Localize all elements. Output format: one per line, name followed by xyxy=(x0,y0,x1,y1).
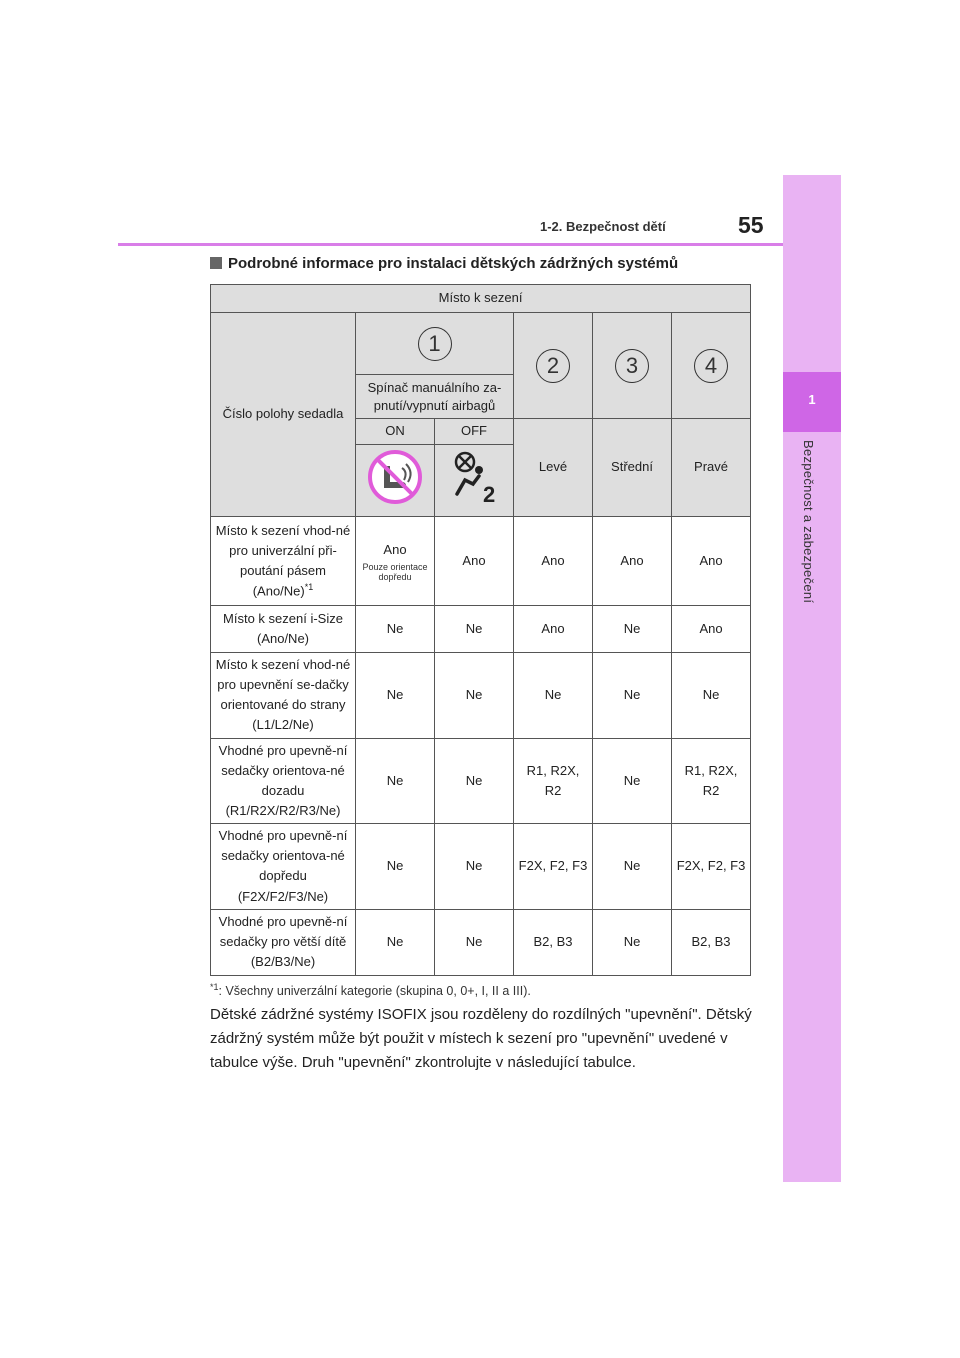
cell-on: Ano Pouze orientace dopředu xyxy=(356,517,435,606)
cell-on: Ne xyxy=(356,653,435,739)
position-3-number: 3 xyxy=(615,349,649,383)
heading-text: Podrobné informace pro instalaci dětských zádržných systémů xyxy=(228,255,679,272)
airbag-switch-label: Spínač manuálního za-pnutí/vypnutí airbagů xyxy=(356,375,514,419)
cell-on: Ne xyxy=(356,824,435,910)
side-left: Levé xyxy=(514,419,593,517)
position-1-cell xyxy=(356,313,514,375)
section-title: 1-2. Bezpečnost dětí xyxy=(540,219,666,234)
chapter-number: 1 xyxy=(808,392,816,407)
side-bar xyxy=(783,175,841,1182)
rear-facing-prohibited-icon-cell xyxy=(356,445,435,517)
seating-table xyxy=(210,284,751,976)
cell-off: Ne xyxy=(435,824,514,910)
position-4-cell xyxy=(672,313,751,419)
cell-pos2: F2X, F2, F3 xyxy=(514,824,593,910)
cell-off: Ne xyxy=(435,909,514,975)
cell-off: Ne xyxy=(435,738,514,824)
square-bullet-icon xyxy=(210,257,222,269)
cell-pos3: Ano xyxy=(593,517,672,606)
footnote-text: : Všechny univerzální kategorie (skupina 0, 0+, I, II a III). xyxy=(218,984,531,999)
passenger-airbag-off-icon xyxy=(445,448,503,506)
position-3-cell xyxy=(593,313,672,419)
off-label: OFF xyxy=(435,419,514,445)
airbag-off-icon-cell xyxy=(435,445,514,517)
cell-pos2: Ano xyxy=(514,517,593,606)
cell-pos4: B2, B3 xyxy=(672,909,751,975)
seat-number-label: Číslo polohy sedadla xyxy=(211,313,356,517)
cell-pos4: Ano xyxy=(672,606,751,653)
cell-pos2: R1, R2X, R2 xyxy=(514,738,593,824)
row-label: Místo k sezení vhod-né pro univerzální při-poutání pásem $(Ano/Ne)^{*1}$ xyxy=(211,517,356,606)
cell-on: Ne xyxy=(356,909,435,975)
cell-pos2: B2, B3 xyxy=(514,909,593,975)
cell-pos3: Ne xyxy=(593,909,672,975)
footnote xyxy=(210,982,531,998)
cell-pos4: Ne xyxy=(672,653,751,739)
cell-on: Ne xyxy=(356,606,435,653)
chapter-title: Bezpečnost a zabezpečení xyxy=(801,440,816,604)
footnote-mark: *1 xyxy=(210,982,219,992)
cell-pos3: Ne xyxy=(593,824,672,910)
cell-off: Ano xyxy=(435,517,514,606)
row-label: Vhodné pro upevně-ní sedačky pro větší dítě (B2/B3/Ne) xyxy=(211,909,356,975)
row-label: Místo k sezení vhod-né pro upevnění se-dačky orientované do strany (L1/L2/Ne) xyxy=(211,653,356,739)
position-2-number: 2 xyxy=(536,349,570,383)
position-4-number: 4 xyxy=(694,349,728,383)
cell-pos2: Ne xyxy=(514,653,593,739)
svg-text:2: 2 xyxy=(483,482,496,507)
header-rule xyxy=(118,243,783,246)
on-label: ON xyxy=(356,419,435,445)
forward-only-note: Pouze orientace dopředu xyxy=(362,561,428,583)
cell-pos2: Ano xyxy=(514,606,593,653)
position-1-number: 1 xyxy=(418,327,452,361)
side-right: Pravé xyxy=(672,419,751,517)
side-center: Střední xyxy=(593,419,672,517)
cell-off: Ne xyxy=(435,606,514,653)
position-2-cell xyxy=(514,313,593,419)
row-label: Vhodné pro upevně-ní sedačky orientova-né dozadu (R1/R2X/R2/R3/Ne) xyxy=(211,738,356,824)
cell-pos4: F2X, F2, F3 xyxy=(672,824,751,910)
footnote-ref: *1 xyxy=(304,581,314,592)
cell-pos3: Ne xyxy=(593,738,672,824)
section-heading xyxy=(210,255,678,272)
cell-pos3: Ne xyxy=(593,606,672,653)
row-label: Místo k sezení i-Size (Ano/Ne) xyxy=(211,606,356,653)
cell-on: Ne xyxy=(356,738,435,824)
cell-off: Ne xyxy=(435,653,514,739)
cell-pos4: Ano xyxy=(672,517,751,606)
body-paragraph: Dětské zádržné systémy ISOFIX jsou rozděleny do rozdílných "upevnění". Dětský zádržný systém může být použit v místech k sezení pro "upevnění" uvedené v tabulce výše. Druh "upevnění" zkontrolujte v následující tabulce. xyxy=(210,1006,752,1071)
seat-position-header: Místo k sezení xyxy=(211,285,751,313)
cell-pos3: Ne xyxy=(593,653,672,739)
row-label: Vhodné pro upevně-ní sedačky orientova-né dopředu (F2X/F2/F3/Ne) xyxy=(211,824,356,910)
page-number: 55 xyxy=(738,212,764,238)
cell-pos4: R1, R2X, R2 xyxy=(672,738,751,824)
rear-facing-seat-prohibited-icon xyxy=(366,448,424,506)
